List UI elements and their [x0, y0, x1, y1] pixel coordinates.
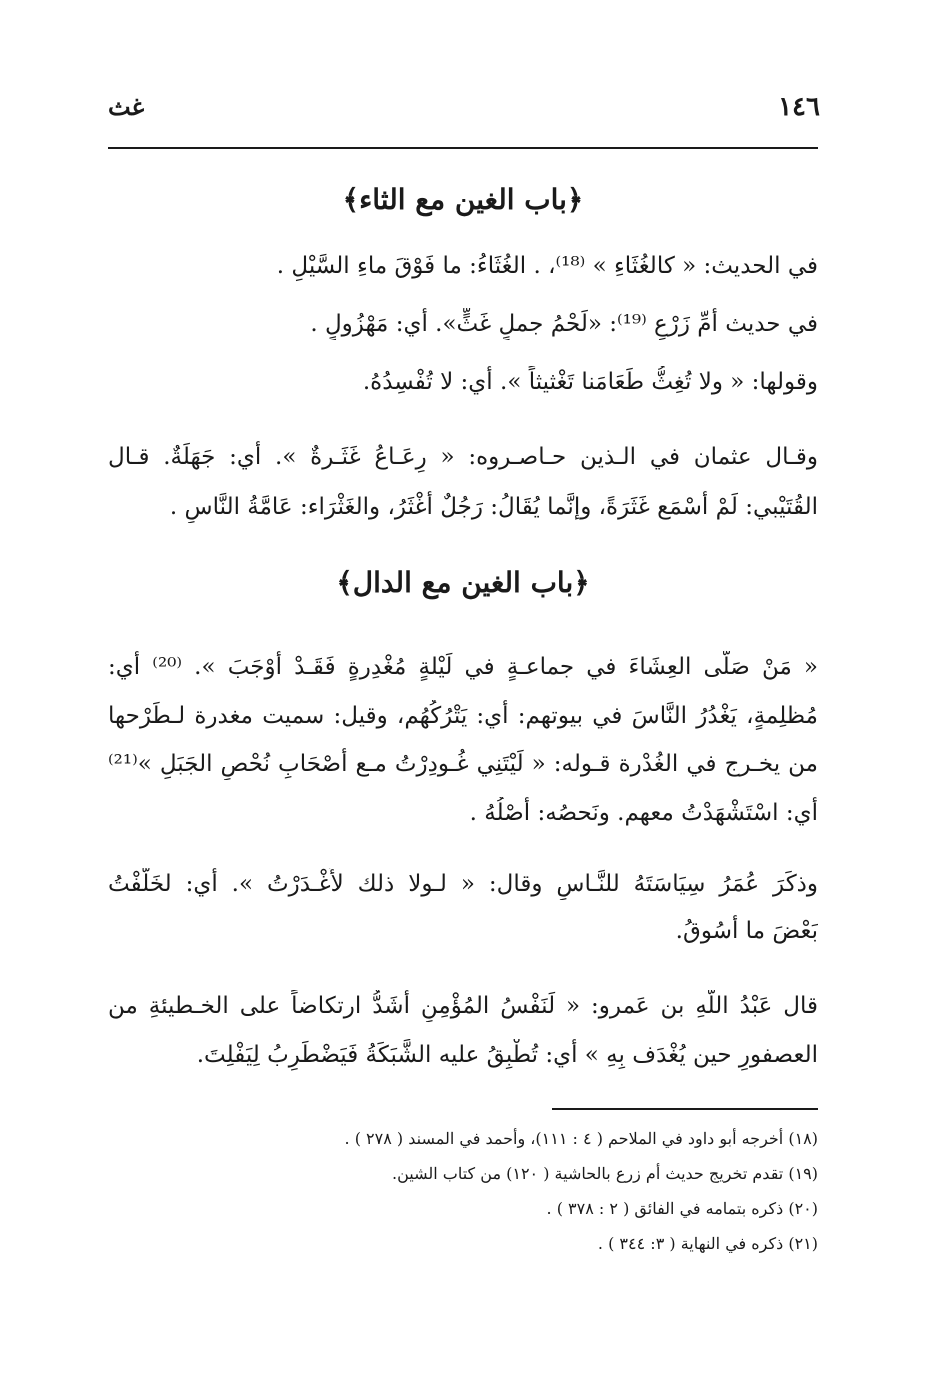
text-line: العصفورِ حين يُغْدَف بِهِ » أي: تُطْبِقُ عليه الشَّبَكَةُ فَيَضْطَرِبُ لِيَفْلِتَ.: [196, 1042, 818, 1068]
text-line: مُظلِمةٍ، يَغْدُرُ النَّاسَ في بيوتهم: أي: يَتْرُكُهُم، وقيل: سميت مغدرة لـطَرْحها: [108, 703, 818, 729]
section-heading-ghayn-dal: ﴿باب الغين مع الدال﴾: [336, 566, 590, 599]
text-line: في حديث أُمِّ زَرْعٍ ⁽¹⁹⁾: «لَحْمُ جملٍ غَثٍّ». أي: مَهْزُولٍ .: [310, 311, 818, 337]
footnote: (١٩) تقدم تخريج حديث أم زرع بالحاشية ( ١٢٠) من كتاب الشين.: [392, 1164, 818, 1183]
footnote: (٢١) ذكره في النهاية ( ٣: ٣٤٤ ) .: [597, 1234, 818, 1253]
page-number: ١٤٦: [778, 92, 820, 122]
text-line: « مَنْ صَلَّى العِشَاءَ في جماعـةٍ في لَيْلةٍ مُغْدِرةٍ فَقَـدْ أَوْجَبَ ». ⁽²⁰⁾ أي:: [108, 654, 818, 680]
footnote: (١٨) أخرجه أبو داود في الملاحم ( ٤ : ١١١)، وأحمد في المسند ( ٢٧٨ ) .: [344, 1129, 818, 1148]
text-line: أي: اسْتَشْهَدْتُ معهم. ونَحصُه: أَصْلُهُ .: [469, 800, 818, 826]
text-line: وقولها: « ولا تُغِثُّ طَعَامَنا تَغْثيثاً ». أي: لا تُفْسِدُهُ.: [362, 369, 818, 395]
text-line: وذكَرَ عُمَرُ سِيَاسَتَهُ للنَّـاسِ وقال: « لـولا ذلك لأَغْـدَرْتُ ». أي: لخَلَّفْتُ: [108, 871, 818, 897]
footnote-rule: [552, 1108, 818, 1110]
text-line: في الحديث: « كالغُثَاءِ » ⁽¹⁸⁾، . الغُثَاءُ: ما فَوْقَ ماءِ السَّيْلِ .: [276, 253, 818, 279]
text-line: القُتَيْبي: لَمْ أَسْمَع غَثَرَةً، وإنَّما يُقَالُ: رَجُلٌ أَغْثَرُ، والغَثْرَاء: عَامَّةُ النَّاسِ .: [169, 494, 818, 520]
header-rule: [108, 147, 818, 149]
text-line: بَعْضَ ما أَسُوقُ.: [675, 918, 818, 944]
text-line: وقـال عثمان في الـذين حـاصـروه: « رِعَـاعُ غَثَـرةٌ ». أي: جَهَلَةٌ. قـال: [108, 444, 818, 470]
footnote: (٢٠) ذكره بتمامه في الفائق ( ٢ : ٣٧٨ ) .: [546, 1199, 818, 1218]
running-head: غث: [108, 92, 145, 121]
text-line: قال عَبْدُ اللَّهِ بن عَمرو: « لَنَفْسُ المُؤْمِنِ أَشَدُّ ارتكاضاً على الخـطيئةِ من: [108, 993, 818, 1019]
text-line: من يخـرج في الغُدْرة قـوله: « لَيْتَنِي غُـودِرْتُ مـع أَصْحَابِ نُحْصِ الجَبَلِ »⁽²¹⁾: [108, 751, 818, 777]
section-heading-ghayn-tha: ﴿باب الغين مع الثاء﴾: [342, 183, 584, 216]
